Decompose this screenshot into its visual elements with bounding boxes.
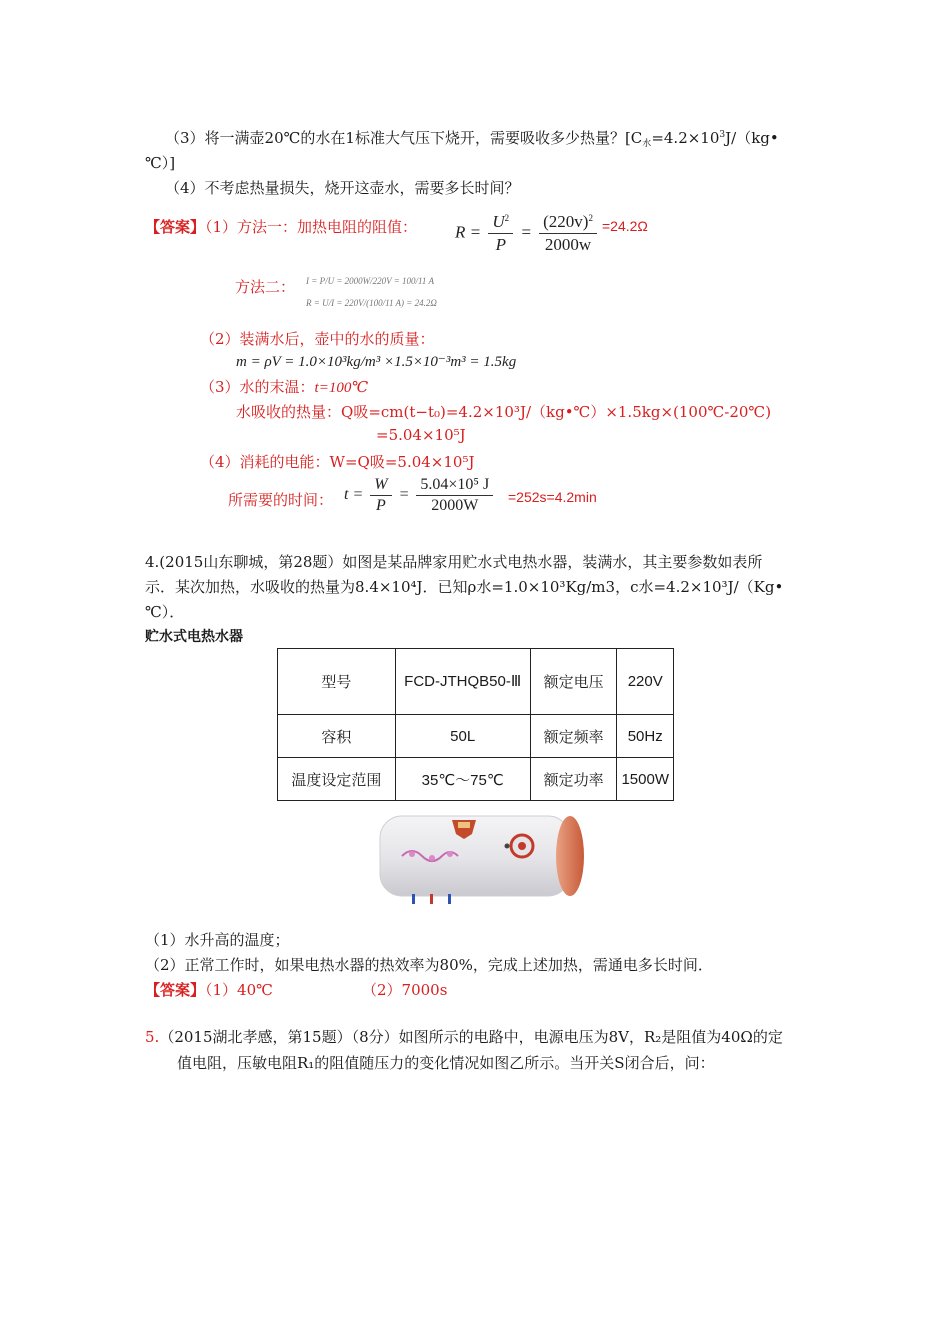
method2-line1: I = P/U = 2000W/220V = 100/11 A [306, 276, 434, 286]
problem-4-answer: 【答案】（1）40℃ [145, 981, 273, 999]
answer-3-heat-result: =5.04×10⁵J [376, 426, 466, 444]
numeric-fraction: $\frac{(220v)^2}{2000w}$ [539, 212, 597, 255]
u-squared-over-p: $\frac{U^2}{P}$ [488, 212, 513, 255]
answer-1-result: =24.2Ω [602, 218, 648, 234]
answer-3-title: （3）水的末温：t=100℃ [200, 378, 369, 396]
table-cell: 额定功率 [530, 758, 617, 801]
table-cell: 220V [617, 649, 674, 715]
problem-5-line1: 5.（2015湖北孝感，第15题）（8分）如图所示的电路中，电源电压为8V，R₂是阻值为40Ω的定 [145, 1028, 783, 1046]
w-over-p: $\frac{W}{P}$ [370, 476, 391, 515]
table-cell: 额定频率 [530, 715, 617, 758]
question-3-line2: ℃）] [145, 154, 176, 172]
table-cell: 容积 [278, 715, 396, 758]
answer-3-heat: 水吸收的热量：Q吸=cm(t−t₀)=4.2×10³J/（kg•℃）×1.5kg×(100℃-20℃) [236, 403, 772, 421]
table-cell: 型号 [278, 649, 396, 715]
spec-table [277, 648, 674, 801]
table-cell: FCD-JTHQB50-Ⅲ [395, 649, 530, 715]
water-heater-image [372, 810, 587, 910]
table-row [278, 758, 674, 801]
time-formula: t = $\frac{W}{P}$ = $\frac{\text{5.04×10⁵ J}}{2000W}$ [344, 476, 496, 515]
answer-4-time-label: 所需要的时间： [228, 491, 334, 509]
answer-1-method2: 方法二： [235, 278, 296, 296]
problem-4-line3: ℃）． [145, 603, 185, 621]
table-cell: 50Hz [617, 715, 674, 758]
answer-4-title: （4）消耗的电能：W=Q吸=5.04×10⁵J [200, 453, 475, 471]
table-row [278, 649, 674, 715]
problem-4-q2: （2）正常工作时，如果电热水器的热效率为80%，完成上述加热，需通电多长时间． [145, 956, 713, 974]
method2-line2: R = U/I = 220V/(100/11 A) = 24.2Ω [306, 298, 437, 308]
water-heater-illustration [372, 810, 587, 910]
answer-tag: 【答案】 [145, 218, 206, 236]
problem-5-line2: 值电阻，压敏电阻R₁的阻值随压力的变化情况如图乙所示。当开关S闭合后，问： [177, 1054, 715, 1072]
problem-4-q1: （1）水升高的温度； [145, 931, 290, 949]
problem-4-answer-2: （2）7000s [362, 981, 448, 999]
answer-tag: 【答案】 [145, 981, 206, 999]
resistance-formula: R = $\frac{U^2}{P}$ = $\frac{(220v)^2}{2000w}$ [455, 212, 600, 255]
answer-1-method1: 【答案】（1）方法一：加热电阻的阻值： [145, 218, 418, 236]
table-cell: 50L [395, 715, 530, 758]
mass-formula: m = ρV = 1.0×10³kg/m³ ×1.5×10⁻³m³ = 1.5kg [236, 354, 517, 370]
table-cell: 1500W [617, 758, 674, 801]
table-cell: 温度设定范围 [278, 758, 396, 801]
answer-2-title: （2）装满水后，壶中的水的质量： [200, 330, 435, 348]
time-numeric-fraction: $\frac{\text{5.04×10⁵ J}}{2000W}$ [416, 476, 493, 515]
question-3-line1: （3）将一满壶20℃的水在1标准大气压下烧开，需要吸收多少热量？[$C_水=4.2\times 10^3J/(kg•$ [165, 129, 779, 149]
problem-4-line2: 示．某次加热，水吸收的热量为8.4×10⁴J．已知ρ水=1.0×10³Kg/m3，c水=4.2×10³J/（Kg• [145, 578, 784, 596]
table-cell: 额定电压 [530, 649, 617, 715]
answer-4-result: =252s=4.2min [508, 489, 597, 505]
table-row [278, 715, 674, 758]
problem-4-line1: 4.(2015山东聊城，第28题）如图是某品牌家用贮水式电热水器，装满水，其主要参数如表所 [145, 553, 763, 571]
question-4: （4）不考虑热量损失，烧开这壶水，需要多长时间？ [165, 179, 520, 197]
problem-5-number: 5. [145, 1028, 160, 1046]
table-title: 贮水式电热水器 [145, 628, 243, 644]
table-cell: 35℃～75℃ [395, 758, 530, 801]
